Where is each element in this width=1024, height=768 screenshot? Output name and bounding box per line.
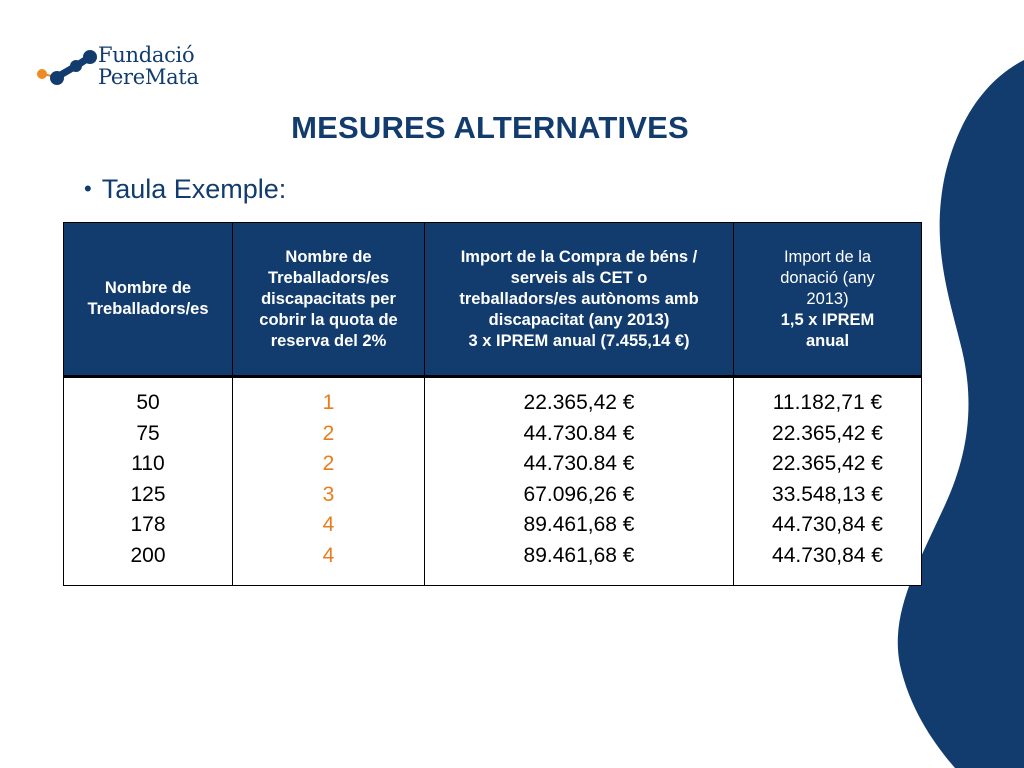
cell-value: 89.461,68 € — [523, 513, 635, 536]
cell-value: 125 — [130, 482, 166, 506]
cell-value: 200 — [130, 543, 166, 567]
logo-molecule-icon — [36, 48, 100, 88]
cell-value: 11.182,71 € — [772, 391, 883, 414]
cell-value: 44.730,84 € — [772, 513, 883, 536]
cell-value: 2 — [322, 452, 335, 475]
cell-value: 22.365,42 € — [772, 421, 883, 445]
cell-value: 1 — [322, 391, 335, 414]
bullet-dot-icon: • — [84, 176, 92, 201]
cell-value: 67.096,26 € — [523, 482, 635, 506]
table-header-row — [64, 223, 922, 377]
cell-value: 22.365,42 € — [772, 452, 883, 475]
cell-value: 3 — [322, 482, 335, 506]
cell-value: 4 — [322, 543, 335, 567]
header-line: Treballadors/es — [267, 268, 390, 287]
cell-value: 44.730.84 € — [523, 452, 635, 475]
header-line: donació (any — [780, 268, 875, 287]
header-line: anual — [805, 331, 850, 350]
header-line: Import de la — [783, 247, 872, 266]
header-line: 2013) — [806, 289, 849, 308]
cell-value: 22.365,42 € — [523, 391, 635, 414]
fundacio-logo — [36, 44, 206, 92]
cell-value: 110 — [131, 452, 165, 475]
header-num-disabled-workers — [233, 223, 425, 377]
header-line: Nombre de — [285, 247, 372, 266]
header-line: reserva del 2% — [270, 331, 387, 350]
header-line: Nombre de — [104, 279, 192, 297]
header-line: discapacitat (any 2013) — [488, 310, 670, 329]
header-line: treballadors/es autònoms amb — [459, 289, 699, 308]
header-line: discapacitats per — [261, 289, 396, 308]
cell-value: 75 — [136, 421, 160, 445]
bullet-text: Taula Exemple: — [101, 174, 287, 204]
cell-donation-amount — [734, 377, 922, 586]
header-line: Treballadors/es — [87, 300, 209, 318]
logo-line-1: Fundació — [98, 43, 195, 67]
logo-wordmark — [98, 44, 199, 88]
header-line: serveis als CET o — [510, 268, 648, 287]
cell-value: 44.730.84 € — [523, 421, 635, 445]
example-table — [63, 222, 922, 586]
header-line: cobrir la quota de — [259, 310, 398, 329]
cell-value: 44.730,84 € — [772, 543, 883, 567]
header-line: Import de la Compra de béns / — [460, 247, 698, 266]
cell-num-disabled-workers — [233, 377, 425, 586]
cell-value: 50 — [136, 391, 160, 414]
page-title: MESURES ALTERNATIVES — [291, 110, 689, 145]
logo-line-2: PereMata — [98, 65, 199, 89]
cell-value: 89.461,68 € — [523, 543, 635, 567]
cell-value: 178 — [130, 513, 166, 536]
header-donation-amount — [734, 223, 922, 377]
header-line: 3 x IPREM anual (7.455,14 €) — [468, 331, 690, 350]
cell-purchase-amount — [425, 377, 734, 586]
header-purchase-amount — [425, 223, 734, 377]
cell-value: 33.548,13 € — [772, 482, 883, 506]
cell-value: 2 — [322, 421, 335, 445]
bullet-item — [84, 174, 286, 205]
cell-value: 4 — [322, 513, 335, 536]
table-row — [64, 377, 922, 586]
cell-num-workers — [64, 377, 233, 586]
header-line: 1,5 x IPREM — [780, 310, 875, 329]
header-num-workers — [64, 223, 233, 377]
